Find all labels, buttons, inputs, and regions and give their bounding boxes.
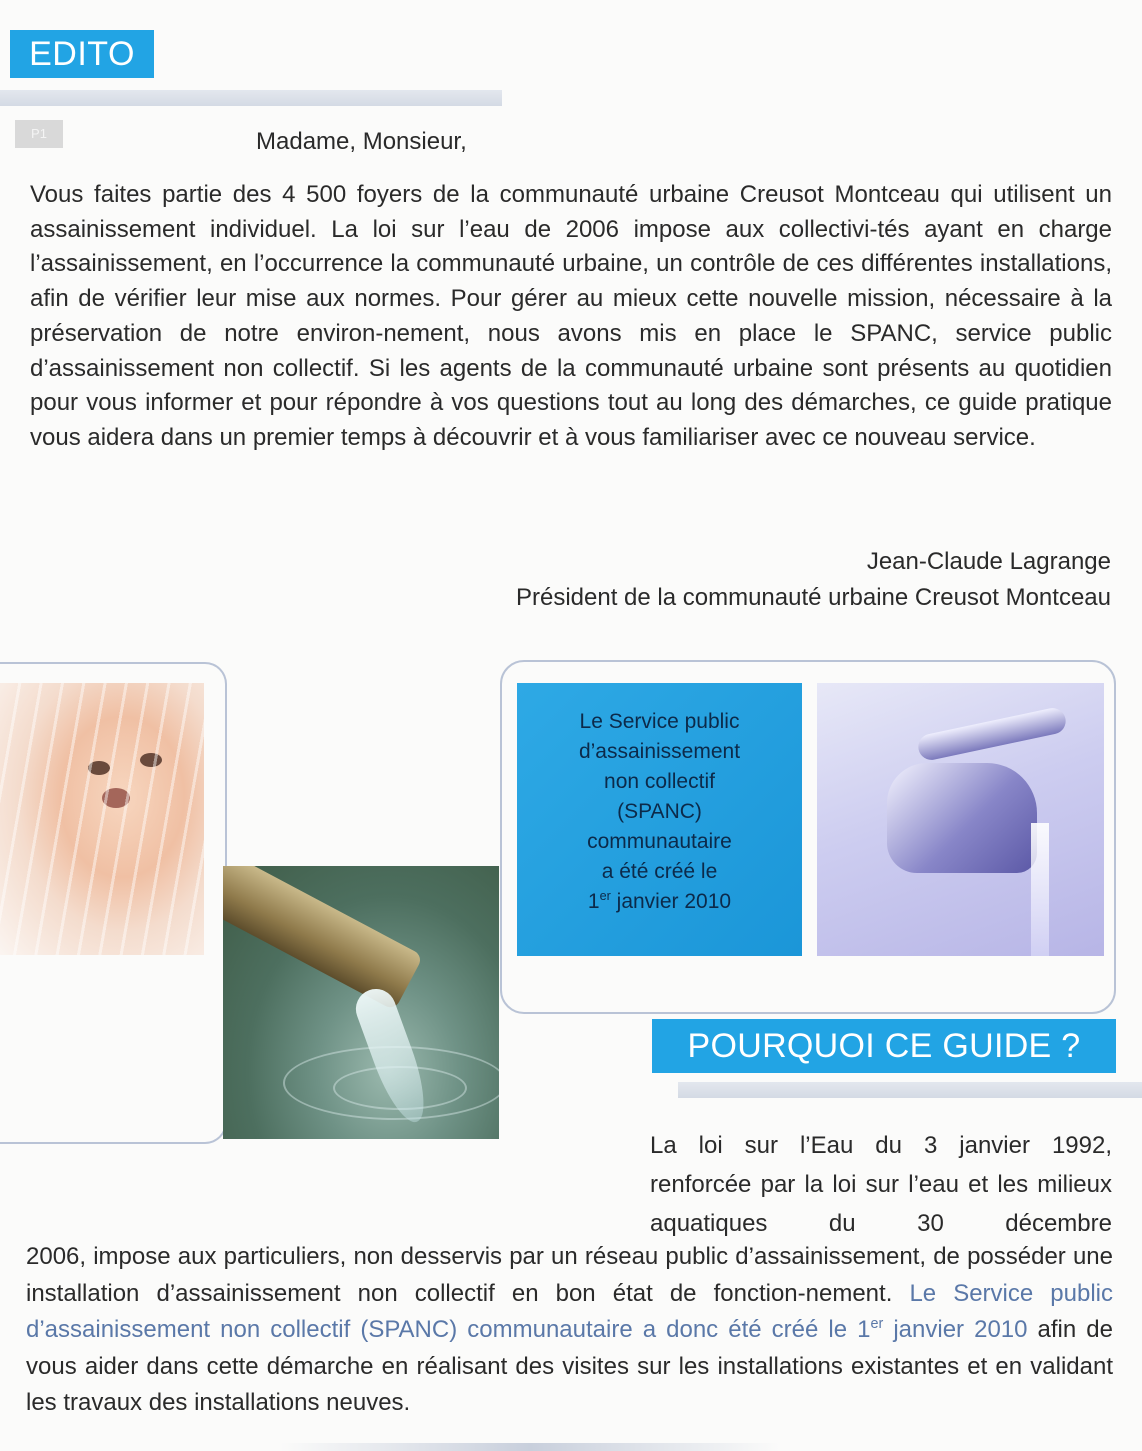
spanc-line: d’assainissement — [578, 739, 741, 763]
faucet-water-stream — [1031, 823, 1049, 956]
bamboo-pipe — [223, 866, 424, 1011]
signature-name: Jean-Claude Lagrange — [866, 548, 1111, 575]
pourquoi-divider — [678, 1082, 1142, 1098]
faucet-photo — [817, 683, 1104, 956]
faucet-body — [887, 763, 1037, 873]
pourquoi-intro: La loi sur l’Eau du 3 janvier 1992, renforcée par la loi sur l’eau et les milieux aquatiques du 30 décembre — [650, 1132, 1112, 1237]
pourquoi-heading: POURQUOI CE GUIDE ? — [652, 1019, 1116, 1073]
spanc-info-text — [550, 707, 770, 917]
letter-salutation: Madame, Monsieur, — [256, 128, 467, 155]
bottom-divider — [280, 1443, 780, 1451]
spanc-line: communautaire — [587, 829, 732, 853]
spanc-highlight: Le Service public d’assainissement non collectif (SPANC) communautaire a donc été créé le 1er janvier 2010 — [26, 1279, 1114, 1343]
spanc-line: a été créé le — [601, 859, 718, 883]
spanc-line: Le Service public — [579, 709, 740, 733]
baby-water-photo — [0, 683, 204, 955]
spanc-info-box — [517, 683, 802, 956]
pourquoi-body: 2006, impose aux particuliers, non desservis par un réseau public d’assainissement, de posséder une installation d’assainissement non collectif en bon état de fonction-nement. Le Service public d’assainissement non collectif (SPANC) communautaire a donc été créé le 1er janvier 2010 afin de vous aider dans cette démarche en réalisant des visites sur les installations existantes et en validant les travaux des installations neuves. — [26, 1243, 1114, 1416]
bamboo-fountain-photo — [223, 866, 499, 1139]
page-number-label: P1 — [15, 120, 63, 148]
letter-body: Vous faites partie des 4 500 foyers de la communauté urbaine Creusot Montceau qui utilisent un assainissement individuel. La loi sur l’eau de 2006 impose aux collectivi-tés ayant en charge l’assainissement, en l’occurrence la communauté urbaine, un contrôle de ces différentes installations, afin de vérifier leur mise aux normes. Pour gérer au mieux cette nouvelle mission, nécessaire à la préservation de notre environ-nement, nous avons mis en place le SPANC, service public d’assainissement non collectif. Si les agents de la communauté urbaine sont présents au quotidien pour vous informer et pour répondre à vos questions tout au long des démarches, ce guide pratique vous aidera dans un premier temps à découvrir et à vous familiariser avec ce nouveau service. — [30, 181, 1112, 451]
edito-heading: EDITO — [10, 30, 154, 78]
signature-title: Président de la communauté urbaine Creusot Montceau — [515, 584, 1111, 611]
spanc-line: (SPANC) — [617, 799, 702, 823]
spanc-line: non collectif — [604, 769, 715, 793]
water-streaks — [0, 683, 204, 955]
spanc-date: 1er janvier 2010 — [587, 888, 732, 913]
edito-divider — [0, 90, 502, 106]
faucet-handle — [916, 706, 1068, 763]
